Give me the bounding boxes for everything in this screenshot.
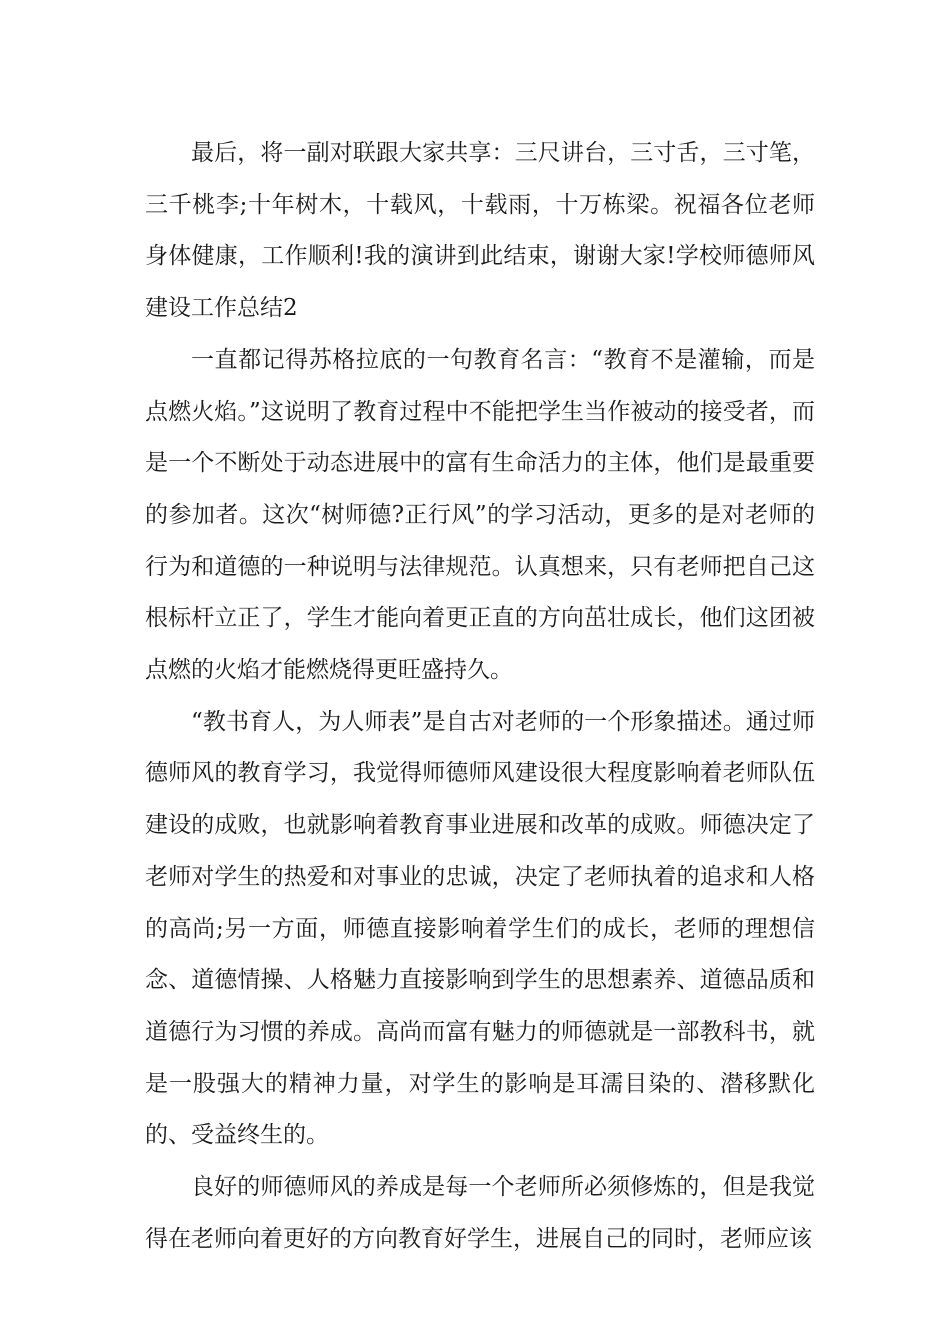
paragraph-teaching-role-model: “教书育人，为人师表”是自古对老师的一个形象描述。通过师德师风的教育学习，我觉得师德师风建设很大程度影响着老师队伍建设的成败，也就影响着教育事业进展和改革的成败。师德决定了老师对学生的热爱和对事业的忠诚，决定了老师执着的追求和人格的高尚;另一方面，师德直接影响着学生们的成长，老师的理想信念、道德情操、人格魅力直接影响到学生的思想素养、道德品质和道德行为习惯的养成。高尚而富有魅力的师德就是一部教科书，就是一股强大的精神力量，对学生的影响是耳濡目染的、潜移默化的、受益终生的。 [145,708,815,1149]
document-body [145,128,815,1265]
paragraph-socrates-quote: 一直都记得苏格拉底的一句教育名言：“教育不是灌输，而是点燃火焰。”这说明了教育过程中不能把学生当作被动的接受者，而是一个不断处于动态进展中的富有生命活力的主体，他们是最重要的参加者。这次“树师德?正行风”的学习活动，更多的是对老师的行为和道德的一种说明与法律规范。认真想来，只有老师把自己这根标杆立正了，学生才能向着更正直的方向茁壮成长，他们这团被点燃的火焰才能燃烧得更旺盛持久。 [145,346,815,684]
paragraph-closing-couplet: 最后，将一副对联跟大家共享：三尺讲台，三寸舌，三寸笔，三千桃李;十年树木，十载风，十载雨，十万栋梁。祝福各位老师身体健康，工作顺利!我的演讲到此结束，谢谢大家!学校师德师风建设工作总结2 [145,140,815,322]
paragraph-good-ethics: 良好的师德师风的养成是每一个老师所必须修炼的，但是我觉得在老师向着更好的方向教育好学生，进展自己的同时，老师应该 [145,1174,815,1252]
